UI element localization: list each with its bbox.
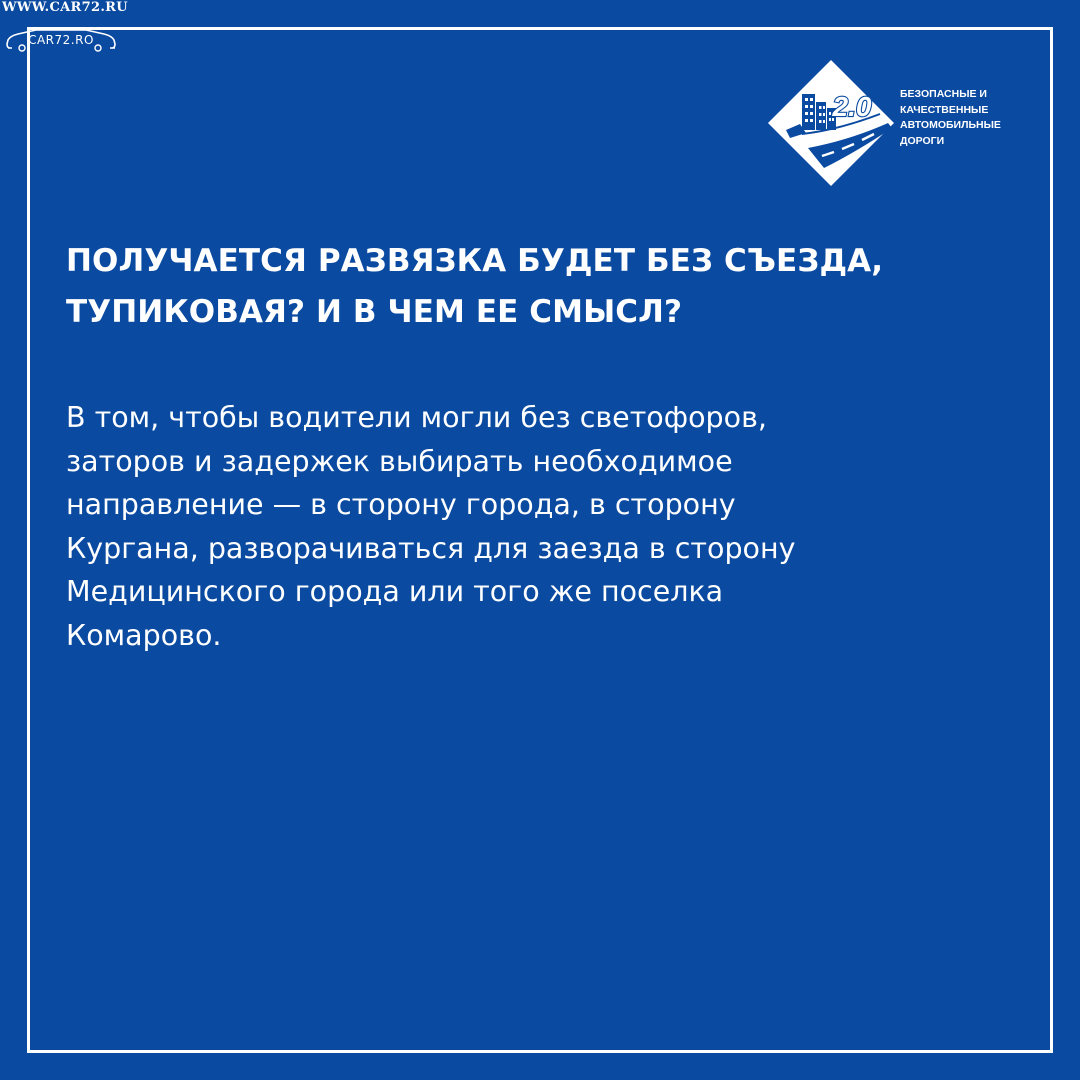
watermark-url: WWW.CAR72.RU [2, 0, 128, 15]
question-line: ПОЛУЧАЕТСЯ РАЗВЯЗКА БУДЕТ БЕЗ СЪЕЗДА, [66, 243, 884, 279]
answer-line: направление — в сторону города, в сторону [66, 488, 736, 521]
answer-paragraph [66, 396, 1026, 657]
badge-caption [900, 87, 1023, 149]
car72-logo [4, 28, 118, 52]
answer-line: В том, чтобы водители могли без светофоров, [66, 401, 767, 434]
badge-caption-line: КАЧЕСТВЕННЫЕ [900, 103, 989, 116]
svg-text:2.0: 2.0 [832, 91, 872, 122]
answer-line: Медицинского города или того же поселка [66, 575, 724, 608]
answer-line: Кургана, разворачиваться для заезда в сторону [66, 531, 796, 565]
national-project-badge [768, 60, 1023, 190]
answer-line: Комарово. [66, 618, 222, 652]
car72-watermark [0, 0, 130, 52]
answer-line: заторов и задержек выбирать необходимое [66, 444, 733, 478]
badge-caption-line: ДОРОГИ [900, 134, 945, 147]
badge-caption-line: АВТОМОБИЛЬНЫЕ [900, 119, 1001, 131]
question-heading [66, 236, 1026, 338]
road-city-icon [768, 60, 894, 186]
watermark-logo-text: CAR72.RO [28, 33, 94, 47]
question-line: ТУПИКОВАЯ? И В ЧЕМ ЕЕ СМЫСЛ? [66, 294, 683, 330]
badge-caption-line: БЕЗОПАСНЫЕ И [900, 88, 987, 100]
